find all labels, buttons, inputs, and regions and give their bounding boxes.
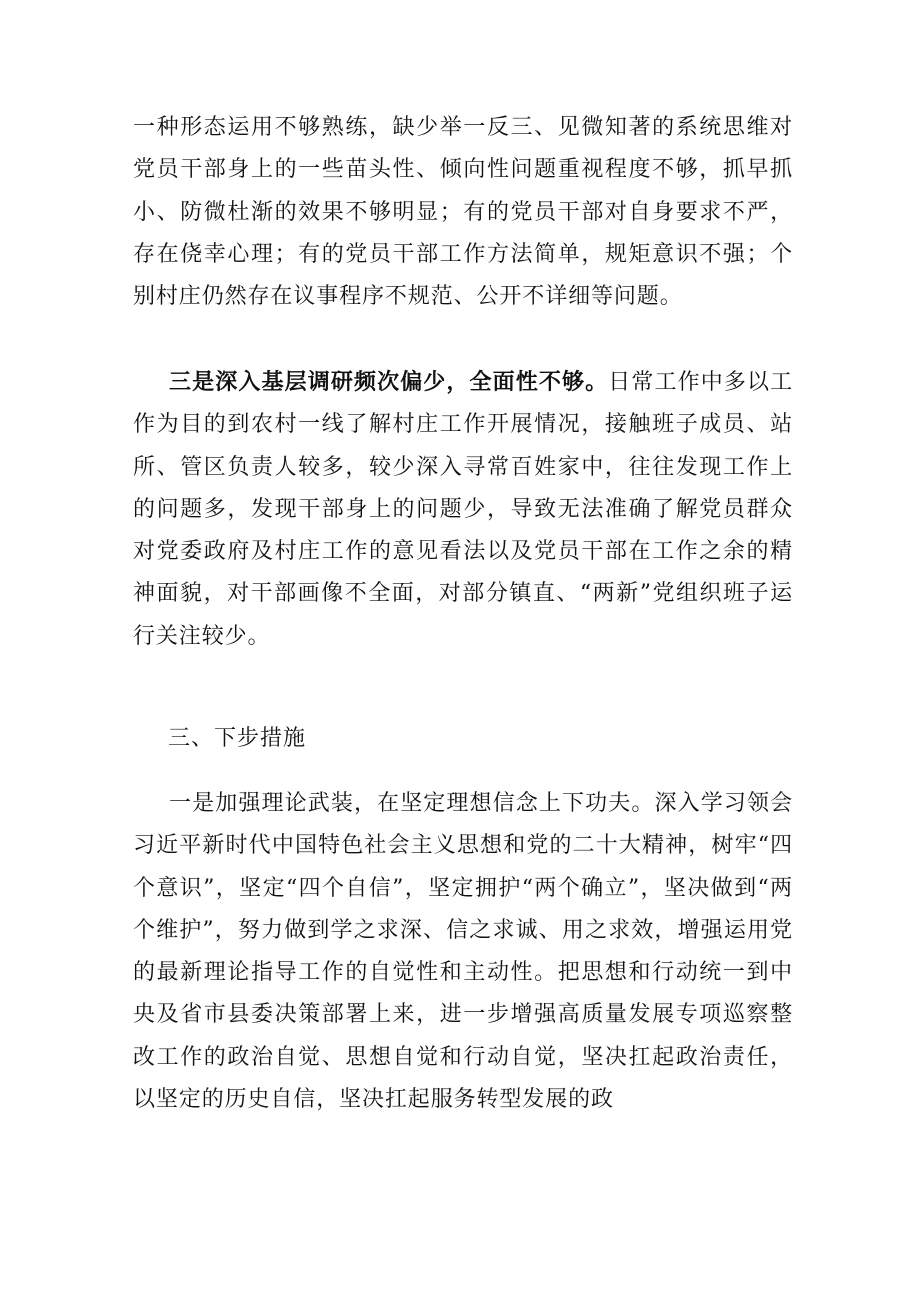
paragraph-continuation	[133, 107, 793, 318]
section-heading: 三、下步措施	[168, 726, 307, 751]
paragraph-measure-one	[133, 783, 793, 1121]
paragraph-text: 日常工作中多以工作为目的到农村一线了解村庄工作开展情况，接触班子成员、站所、管区负责人较多，较少深入寻常百姓家中，往往发现工作上的问题多，发现干部身上的问题少，导致无法准确了解党员群众对党委政府及村庄工作的意见看法以及党员干部在工作之余的精神面貌，对干部画像不全面，对部分镇直、“两新”党组织班子运行关注较少。	[133, 370, 793, 649]
paragraph-text: 一种形态运用不够熟练，缺少举一反三、见微知著的系统思维对党员干部身上的一些苗头性、倾向性问题重视程度不够，抓早抓小、防微杜渐的效果不够明显；有的党员干部对自身要求不严，存在侥幸心理；有的党员干部工作方法简单，规矩意识不强；个别村庄仍然存在议事程序不规范、公开不详细等问题。	[133, 115, 793, 310]
paragraph-lead-sentence: 一是加强理论武装，在坚定理想信念上下功夫。	[169, 791, 655, 816]
paragraph-point-three	[133, 361, 793, 658]
paragraph-lead-sentence: 三是深入基层调研频次偏少，全面性不够。	[169, 369, 609, 395]
paragraph-text: 深入学习领会习近平新时代中国特色社会主义思想和党的二十大精神，树牢“四个意识”，坚定“四个自信”，坚定拥护“两个确立”，坚决做到“两个维护”，努力做到学之求深、信之求诚、用之求效，增强运用党的最新理论指导工作的自觉性和主动性。把思想和行动统一到中央及省市县委决策部署上来，进一步增强高质量发展专项巡察整改工作的政治自觉、思想自觉和行动自觉，坚决扛起政治责任，以坚定的历史自信，坚决扛起服务转型发展的政	[133, 791, 793, 1113]
